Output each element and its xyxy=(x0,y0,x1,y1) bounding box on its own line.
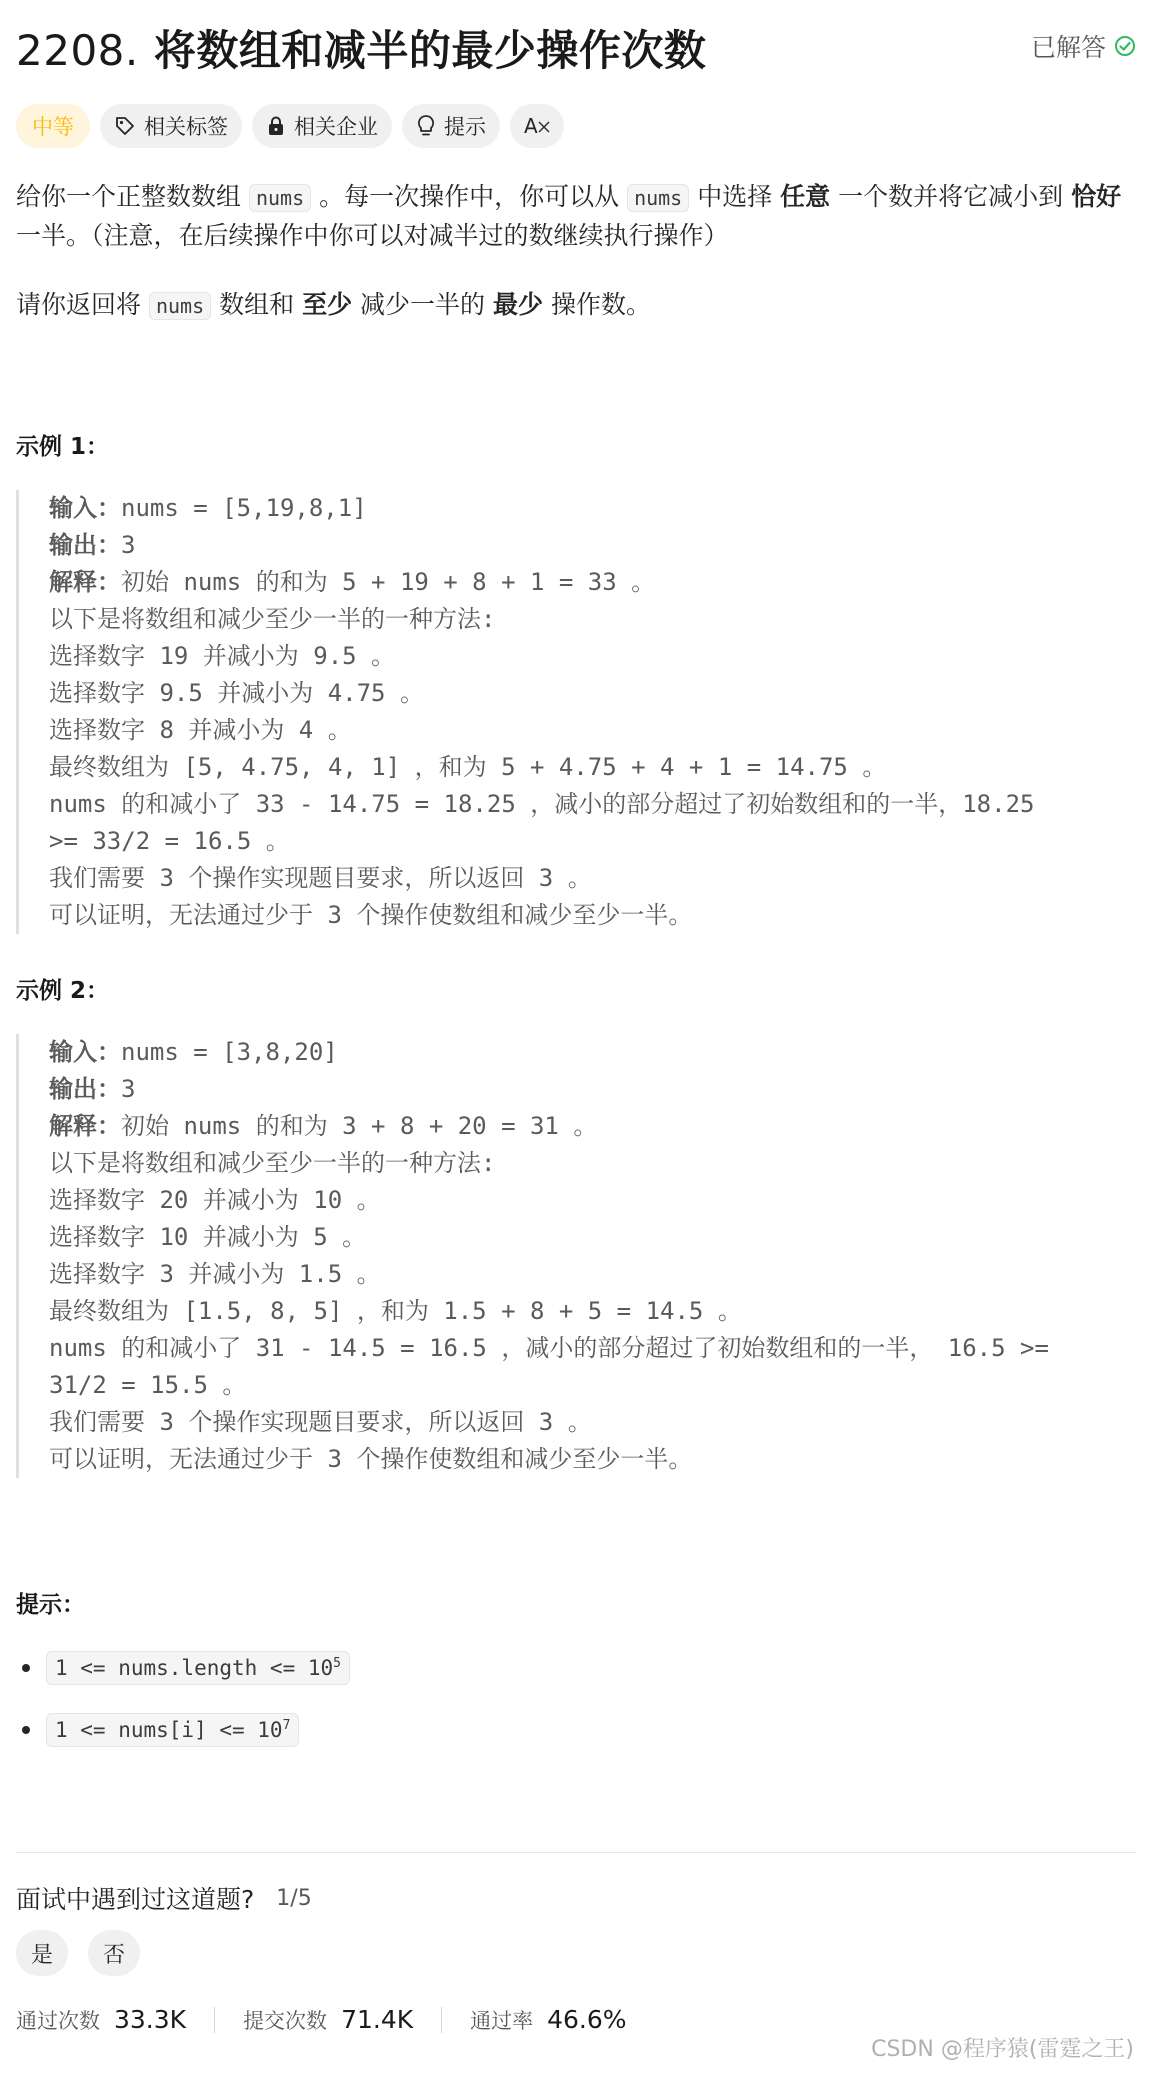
example-text-line: >= 33/2 = 16.5 。 xyxy=(49,827,290,855)
example-text-line: 最终数组为 [5, 4.75, 4, 1] ，和为 5 + 4.75 + 4 + 1 = 14.75 。 xyxy=(49,753,887,781)
example-text-line: 31/2 = 15.5 。 xyxy=(49,1371,247,1399)
inline-code: nums xyxy=(149,292,211,320)
desc-bold-text: 任意 xyxy=(780,182,831,211)
example-2-block xyxy=(16,1034,1126,1478)
solved-label: 已解答 xyxy=(1030,33,1106,62)
example-text-line: 选择数字 8 并减小为 4 。 xyxy=(49,716,352,744)
example-text-line: 选择数字 19 并减小为 9.5 。 xyxy=(49,642,396,670)
example-text-line: 可以证明，无法通过少于 3 个操作使数组和减少至少一半。 xyxy=(49,1445,693,1473)
translate-glyph: A xyxy=(524,114,538,138)
example-text-line: 最终数组为 [1.5, 8, 5] ，和为 1.5 + 8 + 5 = 14.5 。 xyxy=(49,1297,742,1325)
input-label: 输入： xyxy=(49,494,121,522)
hint-button[interactable] xyxy=(402,104,500,148)
example-text-line: nums 的和减小了 33 - 14.75 = 18.25 ，减小的部分超过了初始数组和的一半，18.25 xyxy=(49,790,1035,818)
problem-title-text: 将数组和减半的最少操作次数 xyxy=(153,26,707,75)
desc-text: 一个数并将它减小到 xyxy=(838,182,1064,211)
example-input-line xyxy=(49,1034,1126,1071)
output-value: 3 xyxy=(121,1075,136,1103)
related-tags-button[interactable] xyxy=(100,104,242,148)
desc-text: 给你一个正整数数组 xyxy=(16,182,242,211)
interview-question xyxy=(16,1880,312,1916)
example-2-heading: 示例 2： xyxy=(16,978,110,1004)
desc-text: 一半。（注意，在后续操作中你可以对减半过的数继续执行操作） xyxy=(16,221,729,250)
desc-text: 减少一半的 xyxy=(360,290,486,319)
example-output-line xyxy=(49,527,1126,564)
example-text-line: 选择数字 9.5 并减小为 4.75 。 xyxy=(49,679,424,707)
desc-bold-text: 恰好 xyxy=(1071,182,1122,211)
constraint-text: 1 <= nums.length <= 10 xyxy=(55,1656,334,1680)
check-circle-icon xyxy=(1114,35,1136,57)
explain-label: 解释： xyxy=(49,568,121,596)
stat-label: 通过次数 xyxy=(16,2009,100,2033)
description-paragraph-1 xyxy=(16,178,1136,255)
input-value: nums = [3,8,20] xyxy=(121,1038,338,1066)
stat-label: 提交次数 xyxy=(243,2009,328,2033)
stats-bar xyxy=(16,2005,655,2035)
desc-bold-text: 最少 xyxy=(493,290,544,319)
desc-text: 。每一次操作中，你可以从 xyxy=(319,182,620,211)
example-text-line: 以下是将数组和减少至少一半的一种方法: xyxy=(49,1149,496,1177)
constraints-heading: 提示： xyxy=(16,1592,85,1618)
explain-label: 解释： xyxy=(49,1112,121,1140)
desc-text: 数组和 xyxy=(219,290,295,319)
list-item xyxy=(16,1710,350,1750)
desc-text: 操作数。 xyxy=(550,290,651,319)
constraint-code xyxy=(46,1713,299,1747)
translate-button[interactable] xyxy=(510,104,564,148)
example-text-line: 可以证明，无法通过少于 3 个操作使数组和减少至少一半。 xyxy=(49,901,693,929)
description-paragraph-2 xyxy=(16,286,1136,325)
solved-status xyxy=(1031,28,1136,64)
title-row xyxy=(16,18,1136,74)
no-button[interactable]: 否 xyxy=(88,1930,140,1976)
example-explain-line xyxy=(49,1108,1126,1145)
interview-answer-buttons xyxy=(16,1930,140,1976)
example-output-line xyxy=(49,1071,1126,1108)
input-value: nums = [5,19,8,1] xyxy=(121,494,367,522)
constraint-exponent: 7 xyxy=(282,1718,291,1733)
example-text-line: 选择数字 10 并减小为 5 。 xyxy=(49,1223,367,1251)
related-tags-label: 相关标签 xyxy=(144,115,228,139)
stat-separator xyxy=(441,2007,442,2033)
example-1-block xyxy=(16,490,1126,934)
tag-icon xyxy=(114,115,136,137)
difficulty-badge xyxy=(16,104,90,148)
stat-value: 71.4K xyxy=(341,2005,414,2034)
stat-submissions xyxy=(243,2005,441,2035)
example-text-line: 选择数字 3 并减小为 1.5 。 xyxy=(49,1260,381,1288)
watermark: CSDN @程序猿(雷霆之王) xyxy=(871,2037,1134,2062)
stat-value: 46.6% xyxy=(547,2005,627,2034)
inline-code: nums xyxy=(249,184,311,212)
constraints-list xyxy=(16,1648,350,1772)
example-text-line: nums 的和减小了 31 - 14.5 = 16.5 ，减小的部分超过了初始数组和的一半， 16.5 >= xyxy=(49,1334,1049,1362)
explain-value: 初始 nums 的和为 5 + 19 + 8 + 1 = 33 。 xyxy=(121,568,656,596)
constraint-text: 1 <= nums[i] <= 10 xyxy=(55,1718,283,1742)
lightbulb-icon xyxy=(416,114,436,138)
difficulty-label: 中等 xyxy=(32,115,74,139)
stat-value: 33.3K xyxy=(114,2005,187,2034)
translate-icon xyxy=(524,114,550,138)
desc-text: 中选择 xyxy=(697,182,773,211)
output-label: 输出： xyxy=(49,531,121,559)
example-1-heading: 示例 1： xyxy=(16,434,110,460)
stat-accepted xyxy=(16,2005,214,2035)
tag-bar xyxy=(16,104,564,148)
interview-question-text: 面试中遇到过这道题? xyxy=(16,1885,255,1914)
list-item xyxy=(16,1648,350,1688)
desc-text: 请你返回将 xyxy=(16,290,142,319)
desc-bold-text: 至少 xyxy=(302,290,353,319)
example-explain-line xyxy=(49,564,1126,601)
bullet xyxy=(22,1726,30,1734)
lock-icon xyxy=(266,115,286,137)
problem-title[interactable] xyxy=(16,18,706,78)
bullet xyxy=(22,1664,30,1672)
hint-label: 提示 xyxy=(444,115,486,139)
constraint-exponent: 5 xyxy=(333,1656,341,1671)
problem-number: 2208. xyxy=(16,26,139,75)
stat-label: 通过率 xyxy=(470,2009,534,2033)
stat-rate xyxy=(470,2005,654,2035)
input-label: 输入： xyxy=(49,1038,121,1066)
example-text-line: 我们需要 3 个操作实现题目要求，所以返回 3 。 xyxy=(49,1408,592,1436)
interview-count: 1/5 xyxy=(276,1885,312,1911)
example-input-line xyxy=(49,490,1126,527)
explain-value: 初始 nums 的和为 3 + 8 + 20 = 31 。 xyxy=(121,1112,598,1140)
example-text-line: 选择数字 20 并减小为 10 。 xyxy=(49,1186,381,1214)
related-companies-button[interactable] xyxy=(252,104,392,148)
example-text-line: 以下是将数组和减少至少一半的一种方法: xyxy=(49,605,496,633)
example-text-line: 我们需要 3 个操作实现题目要求，所以返回 3 。 xyxy=(49,864,592,892)
related-companies-label: 相关企业 xyxy=(294,115,378,139)
constraint-code xyxy=(46,1651,350,1685)
divider xyxy=(16,1852,1136,1853)
yes-button[interactable]: 是 xyxy=(16,1930,68,1976)
stat-separator xyxy=(214,2007,215,2033)
output-value: 3 xyxy=(121,531,136,559)
output-label: 输出： xyxy=(49,1075,121,1103)
inline-code: nums xyxy=(627,184,689,212)
